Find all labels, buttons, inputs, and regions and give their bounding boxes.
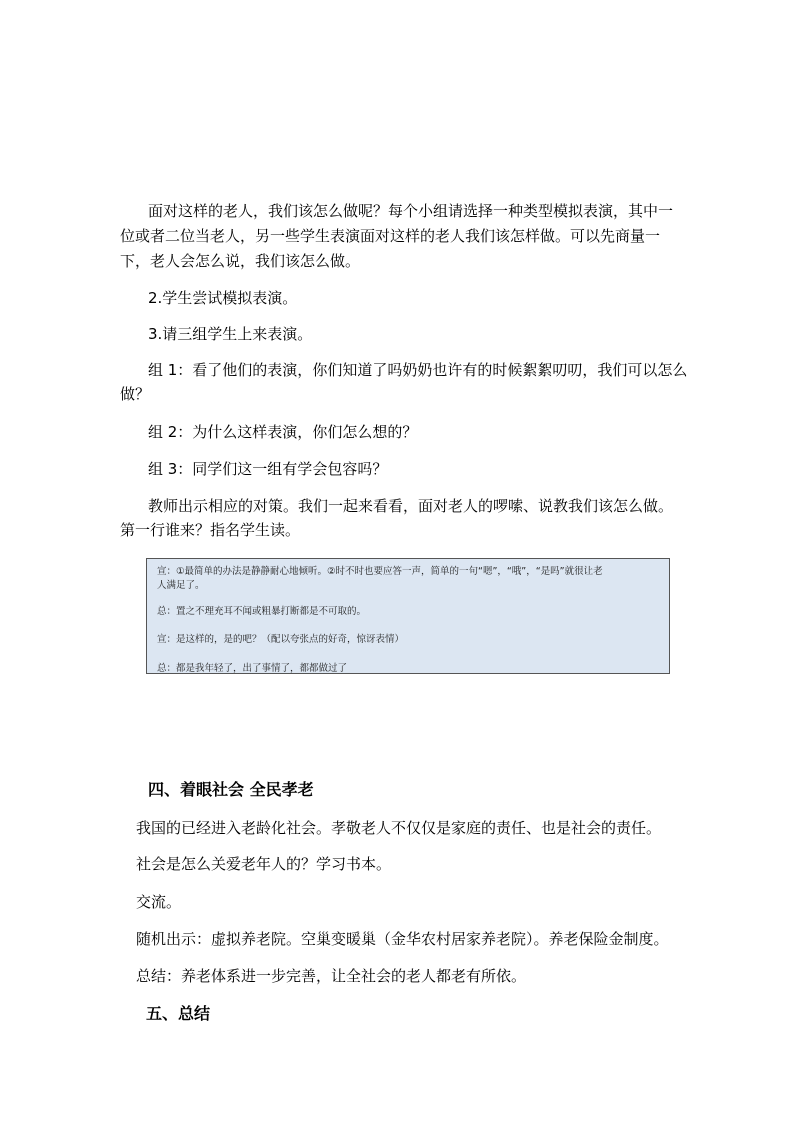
textbox-line: 总：都是我年轻了，出了事情了，都都做过了 — [157, 663, 348, 674]
paragraph-line: 下，老人会怎么说，我们该怎么做。 — [120, 252, 361, 270]
paragraph-line: 组 3：同学们这一组有学会包容吗？ — [148, 460, 388, 478]
paragraph-line: 随机出示：虚拟养老院。空巢变暖巢（金华农村居家养老院）。养老保险金制度。 — [136, 930, 669, 948]
paragraph-line: 交流。 — [136, 893, 182, 911]
paragraph-line: 3.请三组学生上来表演。 — [148, 325, 313, 343]
paragraph-line: 教师出示相应的对策。我们一起来看看，面对老人的啰嗦、说教我们该怎么做。 — [148, 497, 674, 515]
paragraph-line: 社会是怎么关爱老年人的？学习书本。 — [136, 855, 392, 873]
paragraph-line: 面对这样的老人，我们该怎么做呢？每个小组请选择一种类型模拟表演，其中一 — [148, 202, 674, 220]
section-heading: 五、总结 — [146, 1004, 211, 1023]
paragraph-line: 我国的已经进入老龄化社会。孝敬老人不仅仅是家庭的责任、也是社会的责任。 — [136, 819, 662, 837]
paragraph-line: 总结：养老体系进一步完善，让全社会的老人都老有所依。 — [136, 967, 527, 985]
section-heading: 四、着眼社会 全民孝老 — [148, 780, 314, 799]
dialogue-textbox — [146, 558, 670, 674]
paragraph-line: 组 1：看了他们的表演，你们知道了吗奶奶也许有的时候絮絮叨叨，我们可以怎么 — [148, 361, 688, 379]
paragraph-line: 组 2：为什么这样表演，你们怎么想的？ — [148, 423, 418, 441]
textbox-line: 总：置之不理充耳不闻或粗暴打断都是不可取的。 — [157, 606, 367, 617]
textbox-line: 人满足了。 — [157, 580, 205, 591]
paragraph-line: 第一行谁来？指名学生读。 — [120, 521, 301, 539]
paragraph-line: 位或者二位当老人，另一些学生表演面对这样的老人我们该怎样做。可以先商量一 — [120, 227, 661, 245]
textbox-line: 宣：是这样的，是的吧？（配以夸张点的好奇，惊讶表情） — [157, 634, 405, 645]
paragraph-line: 做？ — [120, 385, 151, 403]
textbox-line: 宣：①最简单的办法是静静耐心地倾听。②时不时也要应答一声，简单的一句“嗯”，“哦”，“是吗”就很让老 — [157, 566, 603, 577]
paragraph-line: 2.学生尝试模拟表演。 — [148, 289, 298, 307]
